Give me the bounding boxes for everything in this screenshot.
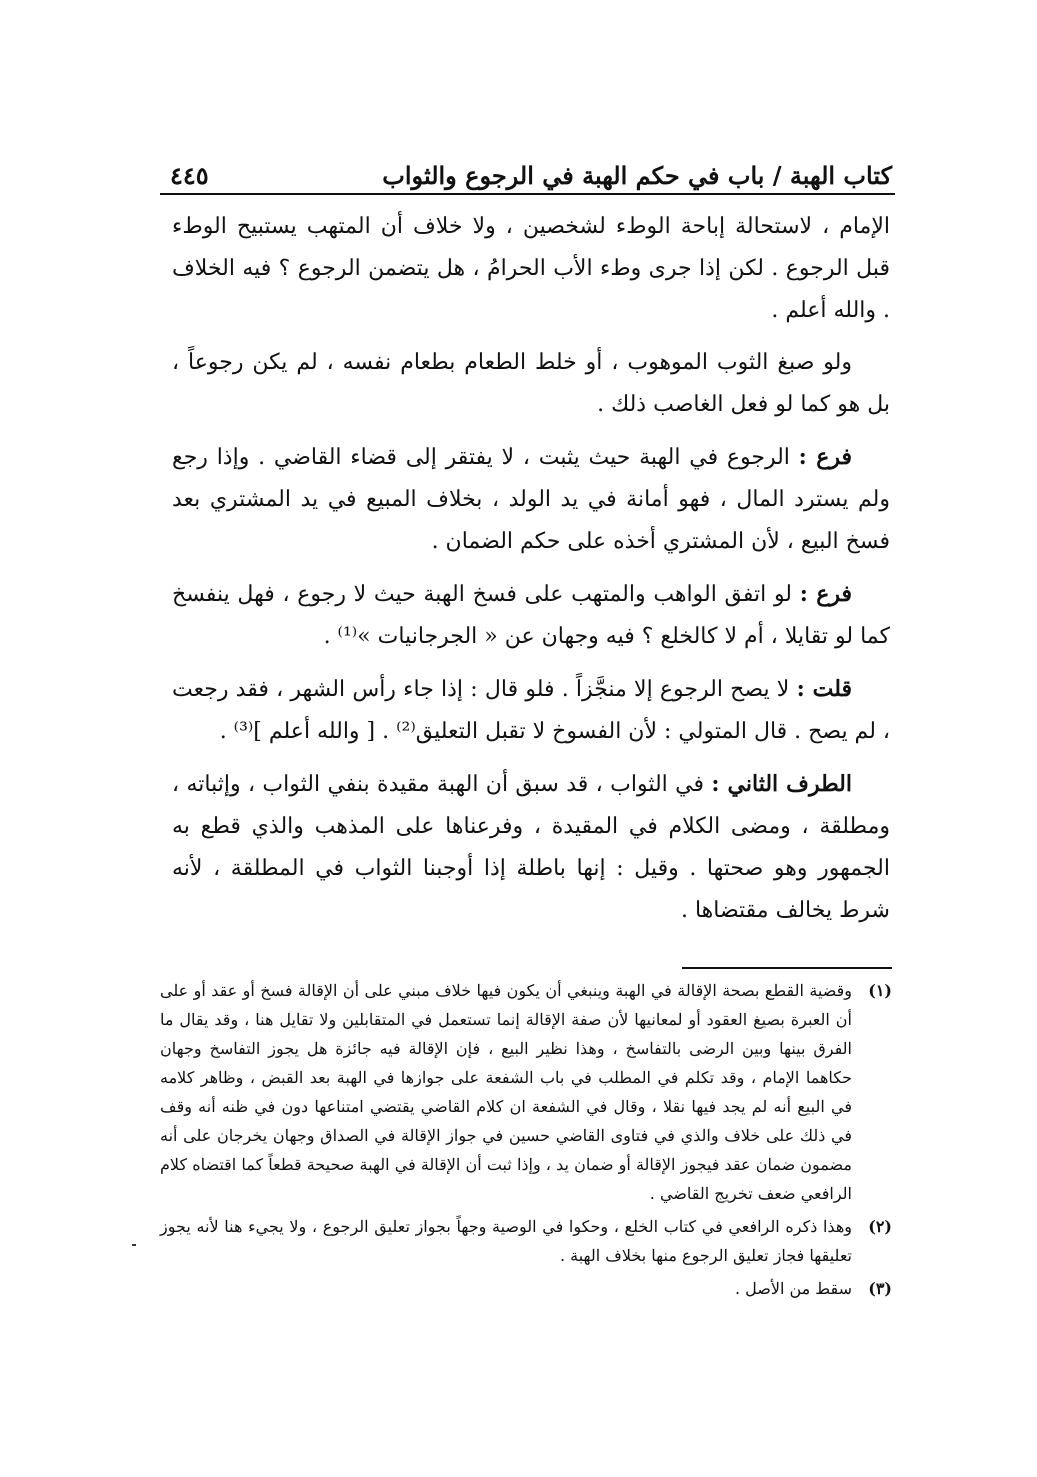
paragraph-lead: الطرف الثاني : xyxy=(711,771,852,797)
footnote-mark: (٣) xyxy=(868,1279,892,1298)
footnote-text: وهذا ذكره الرافعي في كتاب الخلع ، وحكوا في الوصية وجهاً بجواز تعليق الرجوع ، ولا يجيء هنا لأنه يجوز تعليقها فجاز تعليق الرجوع منها بخلاف الهبة . xyxy=(160,1217,852,1265)
paragraph: الإمام ، لاستحالة إباحة الوطء لشخصين ، ولا خلاف أن المتهب يستبيح الوطء قبل الرجوع . لكن إذا جرى وطء الأب الحرامُ ، هل يتضمن الرجوع ؟ فيه الخلاف . والله أعلم . xyxy=(172,214,890,323)
footnote-mark: (٢) xyxy=(868,1217,892,1236)
footnote-text: وقضية القطع بصحة الإقالة في الهبة وينبغي أن يكون فيها خلاف مبني على أن الإقالة فسخ أو عقد أو على أن العبرة بصيغ العقود أو لمعانيها لأن صفة الإقالة إنما تستعمل في المتقابلين ولا تقايل هنا ، وقد يقال ما الفرق بينها وبين الرضى بالتفاسخ ، وهذا نظير البيع ، فإن الإقالة فيه جائزة هل يجوز التفاسخ وجهان حكاهما الإمام ، وقد تكلم في المطلب في باب الشفعة على جوازها في الهبة بعد القبض ، وظاهر كلامه في البيع أنه لم يجد فيها نقلا ، وقال في الشفعة ان كلام القاضي يقتضي امتناعها دون في ظنه أنه وقف في ذلك على خلاف والذي في فتاوى القاضي حسين في جواز الإقالة في الصداق وجهان يخرجان على أنه مضمون ضمان عقد فيجوز الإقالة أو ضمان يد ، وإذا ثبت أن الإقالة في الهبة صحيحة قطعاً كما اقتضاه كلام الرافعي ضعف تخريج القاضي . xyxy=(160,981,853,1203)
paragraph: فرع : لو اتفق الواهب والمتهب على فسخ الهبة حيث لا رجوع ، فهل ينفسخ كما لو تقايلا ، أم لا كالخلع ؟ فيه وجهان عن « الجرجانيات »⁽¹⁾ . xyxy=(172,581,890,649)
paragraph: قلت : لا يصح الرجوع إلا منجَّزاً . فلو قال : إذا جاء رأس الشهر ، فقد رجعت ، لم يصح . قال المتولي : لأن الفسوخ لا تقبل التعليق⁽²⁾ . [ والله أعلم ]⁽³⁾ . xyxy=(172,676,890,744)
header-rule xyxy=(160,193,895,195)
paragraph: فرع : الرجوع في الهبة حيث يثبت ، لا يفتقر إلى قضاء القاضي . وإذا رجع ولم يسترد المال ، فهو أمانة في يد الولد ، بخلاف المبيع في يد المشتري بعد فسخ البيع ، لأن المشتري أخذه على حكم الضمان . xyxy=(172,444,890,554)
running-header xyxy=(170,146,892,190)
footnote xyxy=(160,976,892,1208)
footnote xyxy=(160,1212,892,1270)
paragraph-lead: فرع : xyxy=(799,581,853,607)
paragraph: ولو صبغ الثوب الموهوب ، أو خلط الطعام بطعام نفسه ، لم يكن رجوعاً ، بل هو كما لو فعل الغاصب ذلك . xyxy=(172,350,890,417)
footnote xyxy=(160,1274,892,1303)
body-text xyxy=(172,206,890,942)
paragraph-lead: فرع : xyxy=(798,444,853,470)
footnotes xyxy=(160,976,892,1307)
header-title: كتاب الهبة / باب في حكم الهبة في الرجوع والثواب xyxy=(382,161,892,190)
paragraph: الطرف الثاني : في الثواب ، قد سبق أن الهبة مقيدة بنفي الثواب ، وإثباته ، ومطلقة ، ومضى الكلام في المقيدة ، وفرعناها على المذهب والذي قطع به الجمهور وهو صحتها . وقيل : إنها باطلة إذا أوجبنا الثواب في المطلقة ، لأنه شرط يخالف مقتضاها . xyxy=(172,771,890,923)
paragraph-lead: قلت : xyxy=(796,676,852,702)
footnote-mark: (١) xyxy=(868,981,892,1000)
footnote-text: سقط من الأصل . xyxy=(734,1279,852,1298)
footnote-rule xyxy=(682,967,892,969)
page-number: ٤٤٥ xyxy=(170,161,209,190)
scan-speck xyxy=(132,1244,136,1246)
